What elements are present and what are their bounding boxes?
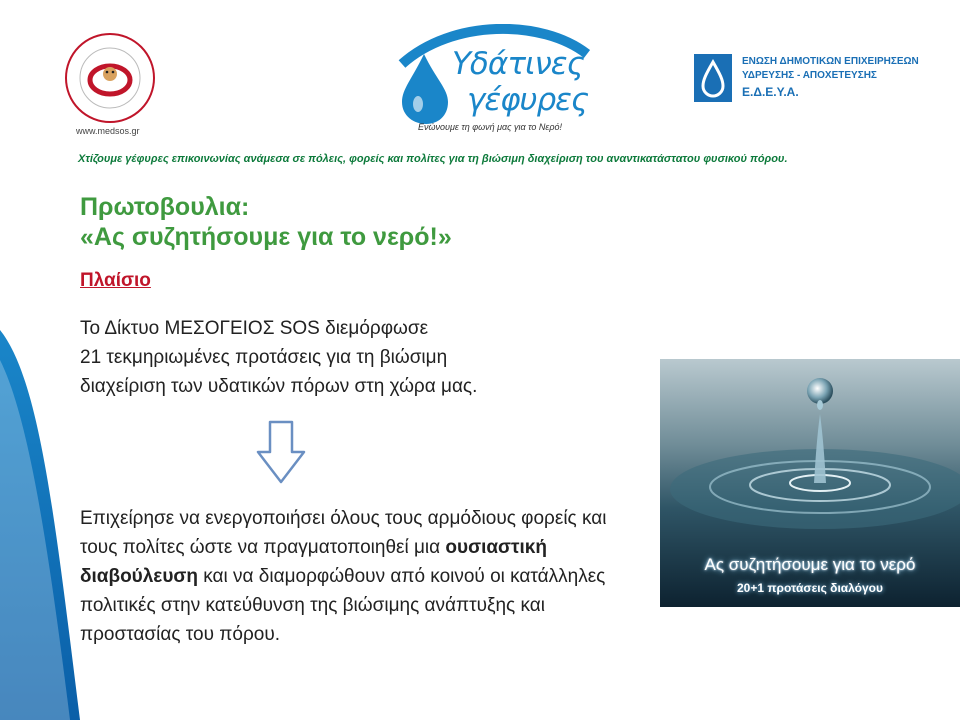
paragraph-1-line3: διαχείριση των υδατικών πόρων στη χώρα μας. [80,376,478,397]
paragraph-1-line1: Το Δίκτυο ΜΕΣΟΓΕΙΟΣ SOS διεμόρφωσε [80,318,429,339]
edeya-line2: ΥΔΡΕΥΣΗΣ - ΑΠΟΧΕΤΕΥΣΗΣ [742,70,877,81]
medsos-url: www.medsos.gr [76,126,140,136]
title-line1: Πρωτοβουλια: [80,193,250,221]
paragraph-2-text-before: Επιχείρησε να ενεργοποιήσει όλους τους αρμόδιους φορείς και τους πολίτες ώστε να πραγματοποιηθεί μια [80,508,607,558]
paragraph-1 [80,314,620,401]
edeya-logo [694,54,944,104]
paragraph-2-bold-phrase: ουσιαστική διαβούλευση [80,537,547,587]
water-drop-photo [660,359,960,607]
paragraph-2-text-after: και να διαμορφώθουν από κοινού οι κατάλληλες πολιτικές στην κατεύθυνση της βιώσιμης ανάπτυξης και προστασίας του πόρου. [80,566,606,645]
edeya-emblem-icon [694,54,732,102]
hydatines-slogan: Ενώνουμε τη φωνή μας για το Νερό! [418,122,563,132]
hydatines-title-line2: γέφυρες [467,82,589,118]
edeya-line1: ΕΝΩΣΗ ΔΗΜΟΤΙΚΩΝ ΕΠΙΧΕΙΡΗΣΕΩΝ [742,56,919,67]
hydatines-gefyres-logo [392,24,592,142]
header-tagline: Χτίζουμε γέφυρες επικοινωνίας ανάμεσα σε πόλεις, φορείς και πολίτες για τη βιώσιμη διαχείριση του αναντικατάστατου φυσικού πόρου. [78,153,788,165]
page-title [80,192,452,252]
hydatines-title-line1: Υδάτινες [452,46,584,82]
paragraph-2 [80,504,640,649]
photo-caption-subtitle: 20+1 προτάσεις διαλόγου [736,581,883,595]
medsos-emblem [62,28,172,128]
down-arrow-icon [256,420,306,484]
paragraph-1-line2: 21 τεκμηριωμένες προτάσεις για τη βιώσιμη [80,347,448,368]
section-label: Πλαίσιο [80,270,151,291]
medsos-logo [62,28,172,146]
photo-caption-title: Ας συζητήσουμε για το νερό [704,555,916,574]
title-line2: «Ας συζητήσουμε για το νερό!» [80,223,452,251]
edeya-line3: Ε.Δ.Ε.Υ.Α. [742,85,799,99]
